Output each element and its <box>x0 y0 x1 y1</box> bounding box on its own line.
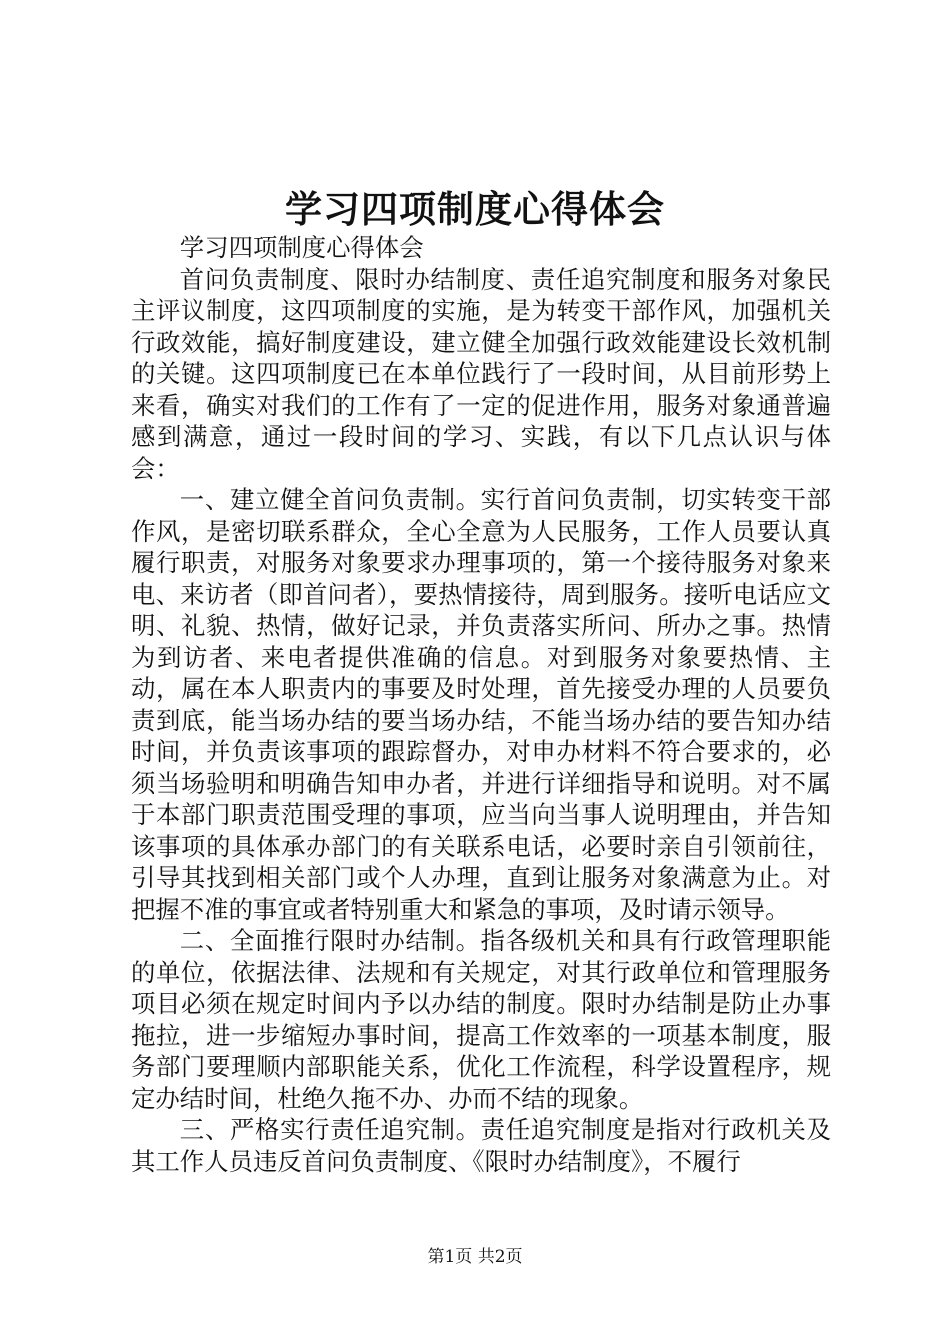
paragraph-subtitle: 学习四项制度心得体会 <box>179 233 424 262</box>
paragraph-intro: 首问负责制度、限时办结制度、责任追究制度和服务对象民主评议制度，这四项制度的实施，是为转变干部作风，加强机关行政效能，搞好制度建设，建立健全加强行政效能建设长效机制的关键。这四项制度已在本单位践行了一段时间，从目前形势上来看，确实对我们的工作有了一定的促进作用，服务对象通普遍感到满意，通过一段时间的学习、实践，有以下几点认识与体会： <box>131 264 831 483</box>
paragraph-section-3: 三、严格实行责任追究制。责任追究制度是指对行政机关及其工作人员违反首问负责制度、《限时办结制度》，不履行 <box>131 1115 831 1176</box>
paragraph-section-2: 二、全面推行限时办结制。指各级机关和具有行政管理职能的单位，依据法律、法规和有关规定，对其行政单位和管理服务项目必须在规定时间内予以办结的制度。限时办结制是防止办事拖拉，进一步缩短办事时间，提高工作效率的一项基本制度，服务部门要理顺内部职能关系，优化工作流程，科学设置程序，规定办结时间，杜绝久拖不办、办而不结的现象。 <box>131 926 831 1113</box>
page-number-footer: 第1页 共2页 <box>427 1247 523 1267</box>
paragraph-section-1: 一、建立健全首问负责制。实行首问负责制，切实转变干部作风，是密切联系群众，全心全意为人民服务，工作人员要认真履行职责，对服务对象要求办理事项的，第一个接待服务对象来电、来访者（即首问者），要热情接待，周到服务。接听电话应文明、礼貌、热情，做好记录，并负责落实所问、所办之事。热情为到访者、来电者提供准确的信息。对到服务对象要热情、主动，属在本人职责内的事要及时处理，首先接受办理的人员要负责到底，能当场办结的要当场办结，不能当场办结的要告知办结时间，并负责该事项的跟踪督办，对申办材料不符合要求的，必须当场验明和明确告知申办者，并进行详细指导和说明。对不属于本部门职责范围受理的事项，应当向当事人说明理由，并告知该事项的具体承办部门的有关联系电话，必要时亲自引领前往，引导其找到相关部门或个人办理，直到让服务对象满意为止。对把握不准的事宜或者特别重大和紧急的事项，及时请示领导。 <box>131 485 831 924</box>
document-body <box>131 232 831 1177</box>
document-title: 学习四项制度心得体会 <box>285 187 665 231</box>
